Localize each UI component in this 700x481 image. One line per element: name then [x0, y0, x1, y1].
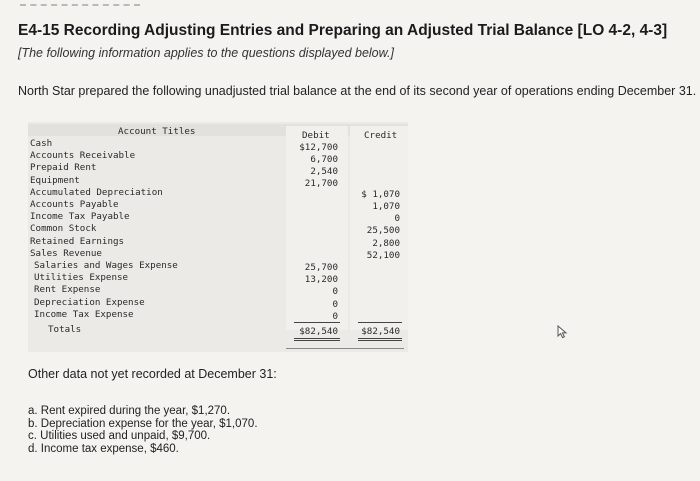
credit-amount: 1,070 — [372, 201, 400, 212]
exercise-subtitle: [The following information applies to the questions displayed below.] — [18, 46, 394, 60]
debit-header: Debit — [302, 130, 330, 141]
account-title: Equipment — [30, 174, 80, 186]
credit-amount: 2,800 — [372, 237, 400, 249]
totals-label: Totals — [48, 324, 82, 335]
other-data-item: a. Rent expired during the year, $1,270. — [28, 405, 231, 417]
other-data-heading: Other data not yet recorded at December 31: — [28, 367, 277, 381]
unadjusted-trial-balance — [28, 122, 408, 352]
top-divider — [20, 4, 140, 6]
account-titles-header: Account Titles — [118, 126, 196, 137]
account-title: Rent Expense — [34, 284, 101, 296]
account-title: Accounts Payable — [30, 199, 119, 210]
credit-header: Credit — [364, 130, 398, 141]
credit-amount: 0 — [394, 213, 400, 225]
credit-total: $82,540 — [361, 326, 400, 337]
account-title: Income Tax Expense — [34, 308, 134, 320]
debit-amount: 21,700 — [304, 178, 338, 189]
other-data-item: d. Income tax expense, $460. — [28, 442, 179, 455]
other-data-item: c. Utilities used and unpaid, $9,700. — [28, 430, 211, 442]
exercise-title: E4-15 Recording Adjusting Entries and Preparing an Adjusted Trial Balance [LO 4-2, 4-3] — [18, 22, 668, 39]
debit-double-underline — [294, 338, 340, 341]
credit-amount: 25,500 — [366, 225, 400, 237]
debit-amount: 2,540 — [310, 166, 338, 177]
account-title: Common Stock — [30, 223, 97, 235]
debit-total-rule — [294, 322, 340, 323]
account-title: Prepaid Rent — [30, 162, 97, 174]
account-title: Sales Revenue — [30, 247, 102, 259]
credit-double-underline — [358, 338, 402, 341]
debit-amount: 0 — [332, 298, 338, 310]
table-bottom-border — [286, 348, 404, 349]
debit-amount: 13,200 — [304, 274, 338, 286]
account-title: Accounts Receivable — [30, 150, 136, 162]
credit-amount: 52,100 — [366, 249, 400, 261]
credit-total-rule — [358, 322, 402, 323]
other-data-item: b. Depreciation expense for the year, $1,070. — [28, 417, 258, 430]
intro-paragraph: North Star prepared the following unadjusted trial balance at the end of its second year of operations ending December 31. — [18, 84, 697, 98]
debit-amount: 0 — [332, 310, 338, 322]
debit-amount: 0 — [332, 286, 338, 298]
other-data-list — [28, 405, 258, 455]
debit-amount: 25,700 — [304, 262, 338, 273]
account-title: Salaries and Wages Expense — [34, 260, 178, 271]
debit-total: $82,540 — [299, 326, 338, 337]
account-title: Retained Earnings — [30, 235, 125, 247]
account-title: Utilities Expense — [34, 272, 129, 284]
account-title: Accumulated Depreciation — [30, 186, 163, 198]
mouse-pointer-icon — [557, 325, 569, 339]
credit-amount: $ 1,070 — [361, 188, 400, 200]
debit-amount: $12,700 — [299, 142, 338, 153]
debit-amount: 6,700 — [310, 154, 338, 165]
account-title: Cash — [30, 138, 53, 149]
account-title: Income Tax Payable — [30, 211, 130, 223]
account-title: Depreciation Expense — [34, 296, 145, 308]
